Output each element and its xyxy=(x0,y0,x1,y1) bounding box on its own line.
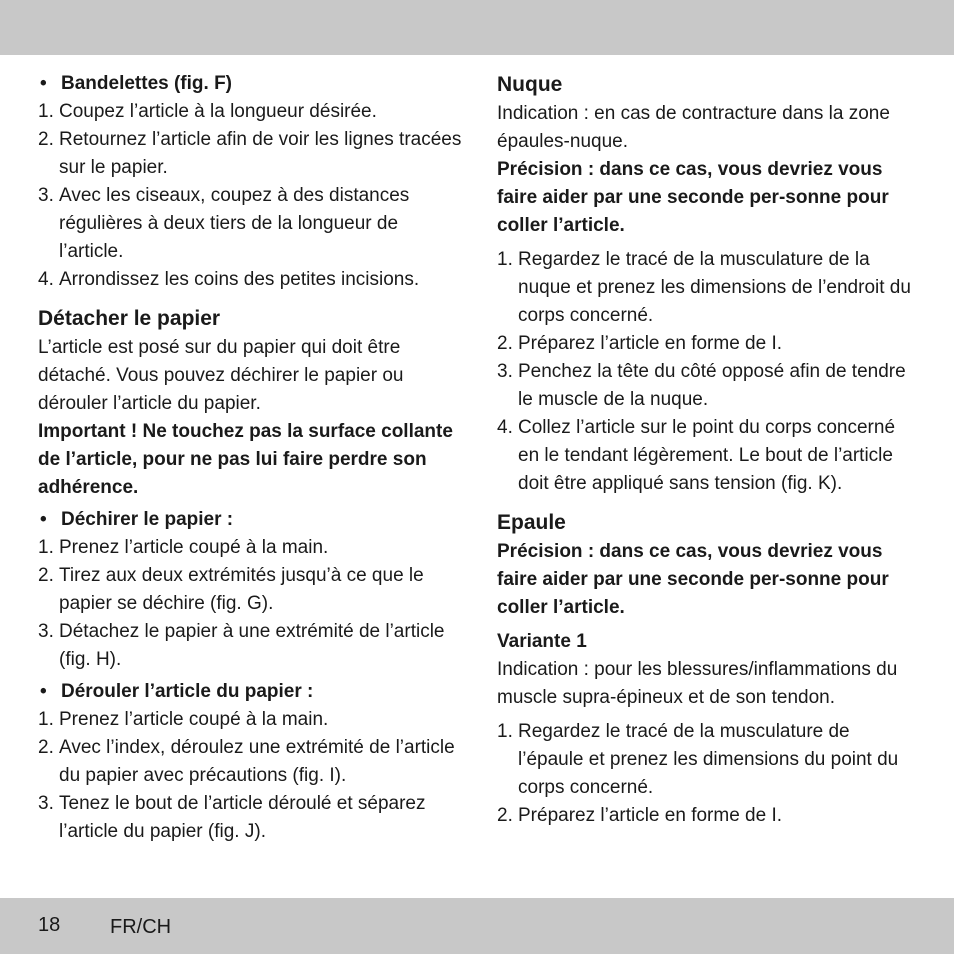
list-item: 3. Penchez la tête du côté opposé afin de tendre le muscle de la nuque. xyxy=(497,361,906,410)
bullet-label: Déchirer le papier : xyxy=(61,509,234,530)
bullet-label: Bandelettes (fig. F) xyxy=(61,73,233,94)
neck-steps xyxy=(497,246,917,498)
variant-heading: Variante 1 xyxy=(497,631,587,652)
bullet-strips xyxy=(38,70,463,98)
page-number: 18 xyxy=(38,914,61,936)
heading-neck: Nuque xyxy=(497,73,563,96)
list-item: 1. Coupez l’article à la longueur désirée. xyxy=(38,101,377,122)
list-item: 3. Détachez le papier à une extrémité de l’article (fig. H). xyxy=(38,621,445,670)
neck-precision: Précision : dans ce cas, vous devriez vous faire aider par une seconde per-sonne pour coller l’article. xyxy=(497,159,889,236)
region-code: FR/CH xyxy=(110,916,172,938)
list-item: 3. Avec les ciseaux, coupez à des distances régulières à deux tiers de la longueur de l’article. xyxy=(38,185,410,262)
bullet-tear xyxy=(38,506,463,534)
list-item: 2. Préparez l’article en forme de I. xyxy=(497,805,783,826)
tear-steps xyxy=(38,534,463,674)
list-item: 1. Prenez l’article coupé à la main. xyxy=(38,709,329,730)
bullet-unroll xyxy=(38,678,463,706)
list-item: 1. Regardez le tracé de la musculature de la nuque et prenez les dimensions de l’endroit du corps concerné. xyxy=(497,249,911,326)
list-item: 4. Arrondissez les coins des petites incisions. xyxy=(38,269,420,290)
list-item: 2. Retournez l’article afin de voir les lignes tracées sur le papier. xyxy=(38,129,462,178)
list-item: 3. Tenez le bout de l’article déroulé et séparez l’article du papier (fig. J). xyxy=(38,793,426,842)
header-band xyxy=(0,0,954,55)
right-column xyxy=(497,70,917,830)
shoulder-precision: Précision : dans ce cas, vous devriez vous faire aider par une seconde per-sonne pour coller l’article. xyxy=(497,541,889,618)
detach-important: Important ! Ne touchez pas la surface collante de l’article, pour ne pas lui faire perdre son adhérence. xyxy=(38,421,453,498)
neck-indication: Indication : en cas de contracture dans la zone épaules-nuque. xyxy=(497,103,890,152)
detach-intro: L’article est posé sur du papier qui doit être détaché. Vous pouvez déchirer le papier ou dérouler l’article du papier. xyxy=(38,337,404,414)
list-item: 1. Regardez le tracé de la musculature de l’épaule et prenez les dimensions du point du corps concerné. xyxy=(497,721,899,798)
bullet-label: Dérouler l’article du papier : xyxy=(61,681,314,702)
bullet-icon: • xyxy=(40,509,47,530)
list-item: 4. Collez l’article sur le point du corps concerné en le tendant légèrement. Le bout de l’article doit être appliqué sans tension (fig. K). xyxy=(497,417,896,494)
variant-indication: Indication : pour les blessures/inflammations du muscle supra-épineux et de son tendon. xyxy=(497,659,898,708)
heading-detach: Détacher le papier xyxy=(38,307,221,330)
unroll-steps xyxy=(38,706,463,846)
list-item: 2. Avec l’index, déroulez une extrémité de l’article du papier avec précautions (fig. I). xyxy=(38,737,455,786)
variant-steps xyxy=(497,718,917,830)
bullet-icon: • xyxy=(40,73,47,94)
list-item: 2. Tirez aux deux extrémités jusqu’à ce que le papier se déchire (fig. G). xyxy=(38,565,424,614)
bullet-icon: • xyxy=(40,681,47,702)
left-column xyxy=(38,70,463,846)
list-item: 1. Prenez l’article coupé à la main. xyxy=(38,537,329,558)
heading-shoulder: Epaule xyxy=(497,511,566,534)
list-item: 2. Préparez l’article en forme de I. xyxy=(497,333,783,354)
strips-steps xyxy=(38,98,463,294)
